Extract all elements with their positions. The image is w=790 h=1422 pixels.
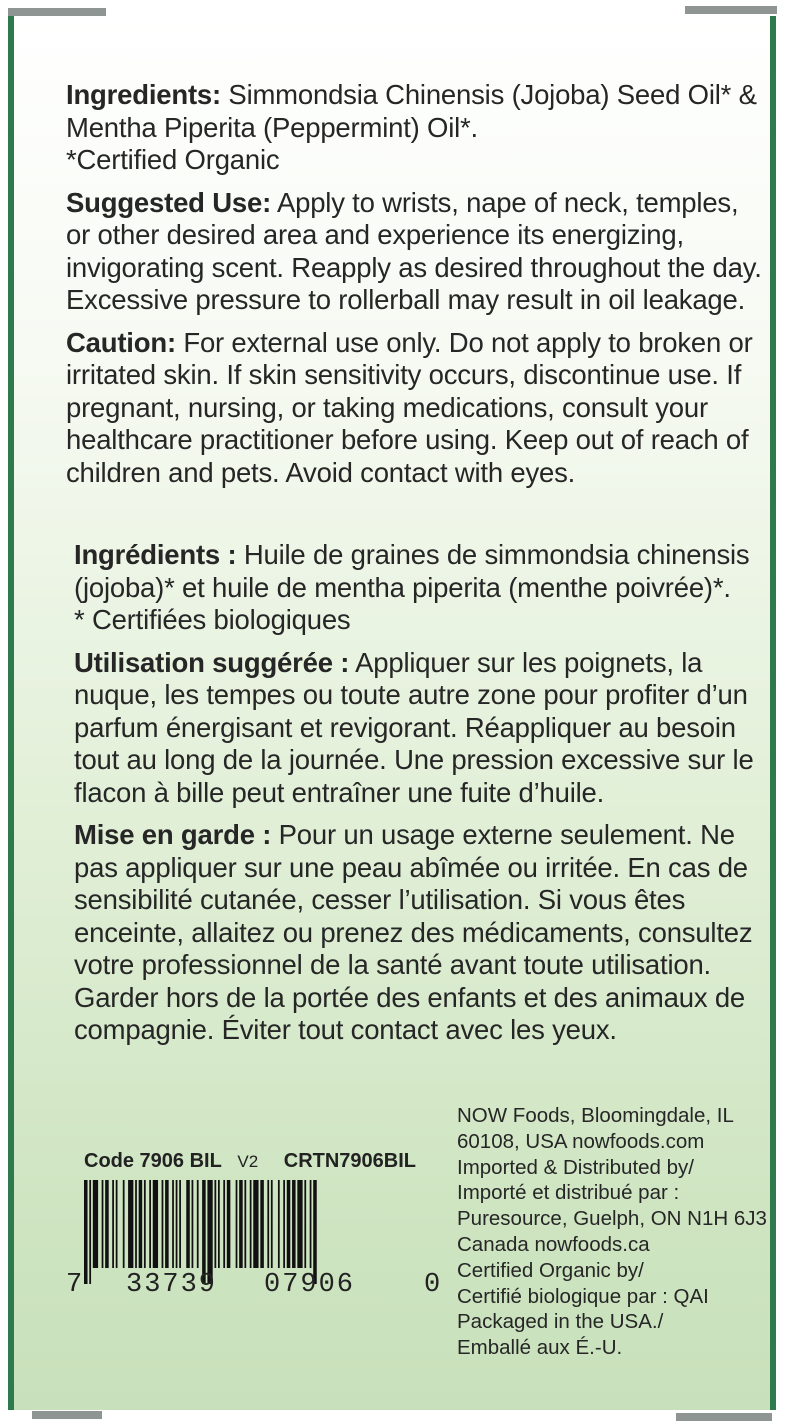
barcode-bar bbox=[283, 1180, 285, 1268]
barcode-bar bbox=[153, 1180, 158, 1268]
barcode-bar bbox=[287, 1180, 291, 1268]
barcode-digits-group-1: 33739 bbox=[126, 1270, 218, 1300]
english-ingredients bbox=[66, 79, 766, 177]
carton-code: CRTN7906BIL bbox=[283, 1150, 417, 1172]
address-line: Certified Organic by/ bbox=[457, 1258, 644, 1282]
english-suggested-use-heading: Suggested Use: bbox=[66, 186, 272, 218]
box-flap-top-left bbox=[8, 8, 106, 16]
product-code: Code 7906 BIL bbox=[84, 1150, 222, 1172]
barcode-digit-right: 0 bbox=[424, 1270, 441, 1300]
address-line: Packaged in the USA./ bbox=[457, 1310, 664, 1334]
barcode-bar bbox=[144, 1180, 146, 1268]
english-caution-text: For external use only. Do not apply to broken or irritated skin. If skin sensitivity occurs, discontinue use. If pregnant, nursing, or taking medications, consult your healthcare practitioner before using. Keep out of reach of children and pets. Avoid contact with eyes. bbox=[66, 326, 753, 488]
barcode-bar bbox=[304, 1180, 306, 1268]
barcode-bar bbox=[162, 1180, 164, 1268]
address-line: Importé et distribué par : bbox=[457, 1181, 680, 1205]
french-caution-heading: Mise en garde : bbox=[74, 819, 272, 850]
barcode-bar bbox=[207, 1180, 212, 1284]
version-label: V2 bbox=[237, 1152, 259, 1171]
barcode-bar bbox=[278, 1180, 280, 1268]
barcode-bar bbox=[236, 1180, 238, 1268]
barcode-bar bbox=[297, 1180, 302, 1268]
barcode-bar bbox=[218, 1180, 220, 1268]
manufacturer-address bbox=[457, 1103, 767, 1361]
barcode-bar bbox=[149, 1180, 151, 1268]
barcode-bar bbox=[172, 1180, 174, 1268]
address-line: Puresource, Guelph, ON N1H 6J3 bbox=[457, 1207, 767, 1231]
french-suggested-use-heading: Utilisation suggérée : bbox=[74, 646, 350, 678]
barcode-bar bbox=[186, 1180, 190, 1268]
barcode-bar bbox=[260, 1180, 264, 1268]
box-flap-bottom-left bbox=[32, 1411, 102, 1419]
french-caution bbox=[74, 819, 764, 1047]
barcode-bar bbox=[139, 1180, 143, 1268]
french-section bbox=[74, 539, 764, 1057]
upc-barcode bbox=[84, 1180, 419, 1284]
barcode-bar bbox=[239, 1180, 243, 1268]
barcode-bar bbox=[244, 1180, 246, 1268]
product-code-line bbox=[84, 1150, 416, 1173]
address-line: NOW Foods, Bloomingdale, IL bbox=[457, 1104, 734, 1127]
barcode-bar bbox=[271, 1180, 273, 1268]
address-line: Emballé aux É.-U. bbox=[457, 1336, 623, 1360]
barcode-bar bbox=[116, 1180, 118, 1268]
french-suggested-use bbox=[74, 647, 764, 810]
english-suggested-use-text: Apply to wrists, nape of neck, temples, or other desired area and experience its energizing, invigorating scent. Reapply as desired throughout the day. Excessive pressure to rollerball may result in oil leakage. bbox=[66, 186, 762, 315]
address-line: 60108, USA nowfoods.com bbox=[457, 1129, 705, 1153]
barcode-digits-group-2: 07906 bbox=[264, 1270, 356, 1300]
barcode-bar bbox=[176, 1180, 178, 1268]
barcode-bar bbox=[93, 1180, 98, 1268]
barcode-bar bbox=[102, 1180, 104, 1268]
barcode-bar bbox=[112, 1180, 114, 1268]
english-ingredients-heading: Ingredients: bbox=[66, 79, 221, 110]
barcode-bar bbox=[165, 1180, 169, 1268]
barcode-bar bbox=[214, 1180, 216, 1268]
english-organic-note: *Certified Organic bbox=[66, 144, 280, 175]
barcode-bar bbox=[128, 1180, 133, 1268]
barcode-bar bbox=[250, 1180, 252, 1268]
address-line: Imported & Distributed by/ bbox=[457, 1155, 694, 1179]
barcode-bar bbox=[105, 1180, 109, 1268]
barcode-bar bbox=[123, 1180, 125, 1268]
barcode-bar bbox=[267, 1180, 269, 1268]
barcode-bar bbox=[84, 1180, 88, 1284]
barcode-bar bbox=[227, 1180, 231, 1268]
barcode-bar bbox=[223, 1180, 225, 1268]
french-ingredients-heading: Ingrédients : bbox=[74, 539, 237, 570]
barcode-bar bbox=[197, 1180, 199, 1268]
barcode-bar bbox=[192, 1180, 194, 1268]
barcode-bar bbox=[179, 1180, 181, 1268]
barcode-digit-left: 7 bbox=[66, 1270, 83, 1300]
english-ingredients-text: Simmondsia Chinensis (Jojoba) Seed Oil* & Mentha Piperita (Peppermint) Oil*. bbox=[66, 79, 757, 143]
barcode-bar bbox=[253, 1180, 258, 1268]
english-section bbox=[66, 79, 766, 499]
barcode-bar bbox=[89, 1180, 91, 1284]
french-caution-text: Pour un usage externe seulement. Ne pas appliquer sur une peau abîmée ou irritée. En cas de sensibilité cutanée, cesser l’utilisation. Si vous êtes enceinte, allaitez ou prenez des médicaments, consultez votre professionnel de la santé avant toute utilisation. Garder hors de la portée des enfants et des animaux de compagnie. Éviter tout contact avec les yeux. bbox=[74, 819, 753, 1045]
barcode-bar bbox=[310, 1180, 312, 1268]
english-suggested-use bbox=[66, 187, 766, 317]
french-suggested-use-text: Appliquer sur les poignets, la nuque, les tempes ou toute autre zone pour profiter d’un parfum énergisant et revigorant. Réappliquer au besoin tout au long de la journée. Une pression excessive sur le flacon à bille peut entraîner une fuite d’huile. bbox=[74, 646, 754, 808]
barcode-bar bbox=[202, 1180, 206, 1284]
french-ingredients-text: Huile de graines de simmondsia chinensis (jojoba)* et huile de mentha piperita (menthe poivrée)*. bbox=[74, 539, 750, 603]
barcode-bar bbox=[313, 1180, 317, 1284]
box-flap-top-right bbox=[685, 6, 777, 14]
french-ingredients bbox=[74, 539, 764, 637]
french-organic-note: * Certifiées biologiques bbox=[74, 604, 351, 635]
barcode-bar bbox=[292, 1180, 296, 1268]
english-caution bbox=[66, 327, 766, 490]
address-line: Certifié biologique par : QAI bbox=[457, 1284, 709, 1308]
english-caution-heading: Caution: bbox=[66, 326, 176, 358]
address-line: Canada nowfoods.ca bbox=[457, 1232, 650, 1256]
barcode-bar bbox=[135, 1180, 137, 1268]
box-flap-bottom-right bbox=[676, 1413, 772, 1421]
